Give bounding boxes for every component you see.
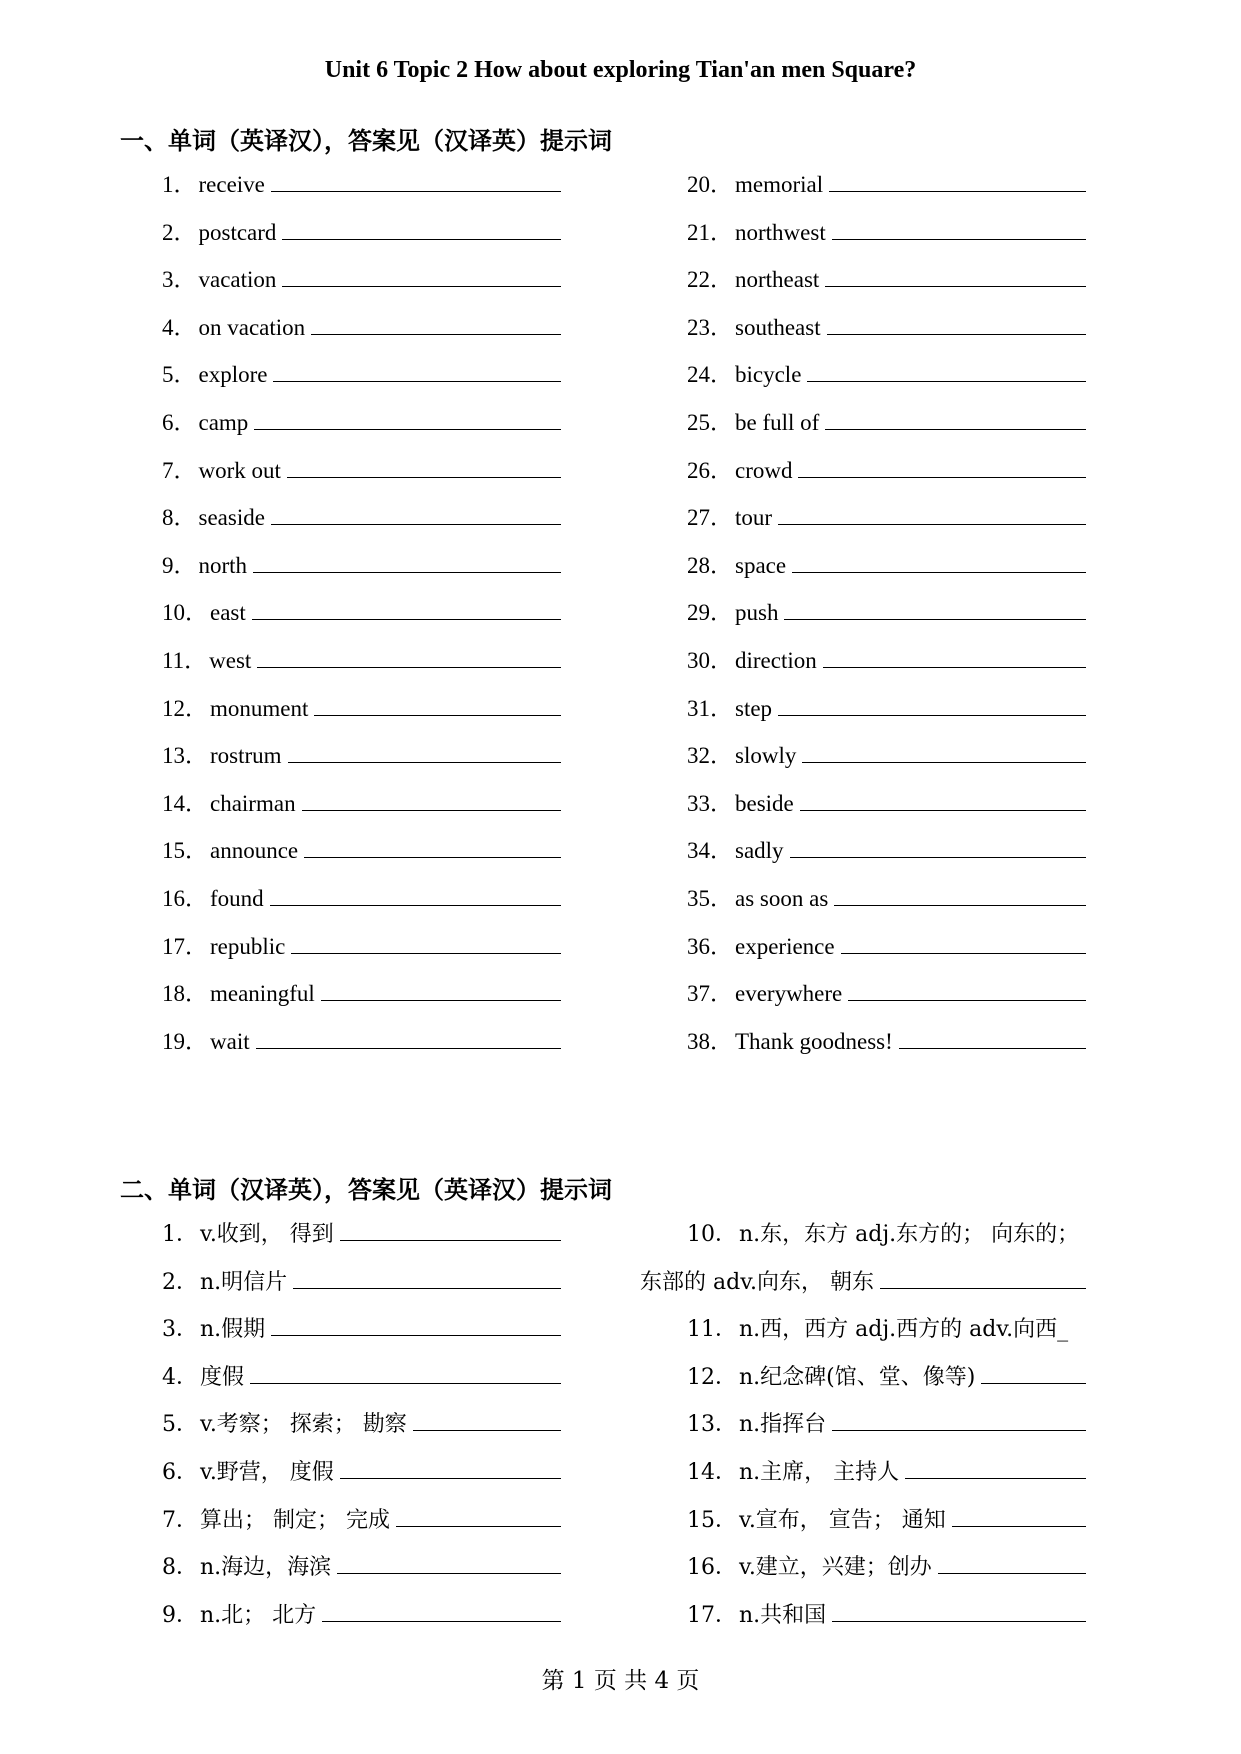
vocab-row bbox=[687, 214, 1086, 244]
vocab-row bbox=[162, 1503, 561, 1533]
item-number: 32． bbox=[687, 743, 733, 769]
vocab-row bbox=[162, 1023, 561, 1053]
vocab-row bbox=[162, 832, 561, 862]
item-word: bicycle bbox=[735, 362, 802, 388]
vocab-row bbox=[687, 1407, 1086, 1437]
item-number: 15． bbox=[687, 1507, 737, 1533]
item-word: n.指挥台 bbox=[739, 1412, 827, 1438]
item-number: 36． bbox=[687, 933, 733, 959]
vocab-row bbox=[162, 594, 561, 624]
item-word: n.明信片 bbox=[200, 1269, 288, 1295]
answer-blank[interactable] bbox=[778, 693, 1086, 716]
page-title: Unit 6 Topic 2 How about exploring Tian'an men Square? bbox=[324, 57, 917, 83]
item-word: n.共和国 bbox=[739, 1602, 827, 1628]
item-word: v.宣布， 宣告； 通知 bbox=[739, 1507, 946, 1533]
page-footer: 第 1 页 共 4 页 bbox=[541, 1668, 700, 1694]
answer-blank[interactable] bbox=[311, 312, 561, 335]
vocab-row bbox=[162, 737, 561, 767]
item-number: 4． bbox=[162, 1364, 198, 1390]
item-word: meaningful bbox=[210, 981, 315, 1007]
vocab-row bbox=[162, 214, 561, 244]
item-number: 23． bbox=[687, 314, 733, 340]
vocab-row bbox=[162, 404, 561, 434]
item-number: 30． bbox=[687, 648, 733, 673]
vocab-row bbox=[162, 166, 561, 196]
answer-blank[interactable] bbox=[832, 1408, 1086, 1431]
item-number: 38． bbox=[687, 1028, 733, 1054]
answer-blank[interactable] bbox=[899, 1026, 1086, 1049]
item-number: 3． bbox=[162, 1317, 198, 1343]
vocab-row bbox=[162, 1455, 561, 1485]
vocab-row bbox=[687, 928, 1086, 958]
answer-blank[interactable] bbox=[270, 883, 561, 906]
answer-blank[interactable] bbox=[832, 1599, 1086, 1622]
item-number: 19． bbox=[162, 1028, 208, 1054]
answer-blank[interactable] bbox=[271, 502, 561, 525]
vocab-row bbox=[687, 166, 1086, 196]
item-number: 10． bbox=[687, 1222, 737, 1247]
item-number: 8． bbox=[162, 505, 197, 531]
vocab-row bbox=[162, 1265, 561, 1295]
item-word: camp bbox=[198, 410, 249, 435]
item-number: 15． bbox=[162, 838, 208, 864]
item-word: n.主席， 主持人 bbox=[739, 1460, 900, 1485]
item-number: 5． bbox=[162, 1412, 198, 1438]
item-number: 13． bbox=[162, 743, 208, 769]
item-word: monument bbox=[210, 695, 309, 721]
item-word: east bbox=[210, 600, 246, 626]
answer-blank[interactable] bbox=[938, 1551, 1086, 1574]
answer-blank[interactable] bbox=[340, 1456, 561, 1479]
item-number: 9． bbox=[162, 552, 197, 578]
item-word: step bbox=[735, 695, 773, 721]
vocab-row bbox=[687, 1360, 1086, 1390]
vocab-row bbox=[638, 1265, 1086, 1295]
item-word: receive bbox=[198, 172, 265, 197]
item-word: direction bbox=[735, 648, 817, 673]
item-number: 6． bbox=[162, 410, 197, 435]
item-word: found bbox=[210, 886, 264, 911]
section-1-heading: 一、单词（英译汉），答案见（汉译英）提示词 bbox=[120, 127, 612, 155]
item-number: 26． bbox=[687, 457, 733, 483]
answer-blank[interactable] bbox=[825, 264, 1086, 287]
vocab-row bbox=[687, 547, 1086, 577]
item-number: 18． bbox=[162, 981, 208, 1007]
item-number: 7． bbox=[162, 1507, 198, 1533]
item-word: northwest bbox=[735, 219, 826, 245]
item-word: tour bbox=[735, 505, 773, 531]
item-word: Thank goodness! bbox=[735, 1028, 893, 1054]
answer-blank[interactable] bbox=[790, 835, 1086, 858]
item-number: 22． bbox=[687, 267, 733, 293]
answer-blank[interactable] bbox=[337, 1551, 561, 1574]
vocab-row bbox=[687, 499, 1086, 529]
item-word: n.西，西方 adj.西方的 adv.向西_ bbox=[739, 1317, 1069, 1343]
item-number: 29． bbox=[687, 600, 733, 626]
vocab-row bbox=[162, 1407, 561, 1437]
item-number: 28． bbox=[687, 552, 733, 578]
answer-blank[interactable] bbox=[841, 931, 1086, 954]
item-number: 21． bbox=[687, 219, 733, 245]
item-word: 算出； 制定； 完成 bbox=[200, 1507, 390, 1533]
vocab-row bbox=[687, 1023, 1086, 1053]
item-word: v.考察； 探索； 勘察 bbox=[200, 1412, 407, 1438]
item-word: v.野营， 度假 bbox=[200, 1460, 334, 1485]
vocab-row bbox=[687, 880, 1086, 910]
item-number: 12． bbox=[162, 695, 208, 721]
item-number: 5． bbox=[162, 362, 197, 388]
vocab-row bbox=[687, 690, 1086, 720]
item-word: space bbox=[735, 552, 787, 578]
vocab-row bbox=[162, 1217, 561, 1247]
item-number: 24． bbox=[687, 362, 733, 388]
vocab-row bbox=[162, 1598, 561, 1628]
answer-blank[interactable] bbox=[253, 550, 561, 573]
answer-blank[interactable] bbox=[252, 597, 561, 620]
item-number: 34． bbox=[687, 838, 733, 864]
answer-blank[interactable] bbox=[802, 740, 1086, 763]
item-word: beside bbox=[735, 790, 794, 816]
answer-blank[interactable] bbox=[848, 978, 1086, 1001]
item-word: push bbox=[735, 600, 779, 626]
answer-blank[interactable] bbox=[340, 1218, 561, 1241]
vocab-row bbox=[687, 1455, 1086, 1485]
item-word: vacation bbox=[198, 267, 277, 293]
item-word: postcard bbox=[198, 219, 277, 245]
item-word: n.假期 bbox=[200, 1317, 266, 1343]
vocab-row bbox=[162, 452, 561, 482]
vocab-row bbox=[162, 356, 561, 386]
answer-blank[interactable] bbox=[288, 740, 561, 763]
vocab-row bbox=[162, 975, 561, 1005]
item-number: 27． bbox=[687, 505, 733, 531]
vocab-row bbox=[162, 690, 561, 720]
item-number: 25． bbox=[687, 410, 733, 435]
answer-blank[interactable] bbox=[304, 835, 561, 858]
vocab-row bbox=[687, 356, 1086, 386]
vocab-row bbox=[162, 547, 561, 577]
item-number: 31． bbox=[687, 695, 733, 721]
vocab-row bbox=[687, 404, 1086, 434]
item-number: 37． bbox=[687, 981, 733, 1007]
item-word: 度假 bbox=[200, 1364, 245, 1390]
answer-blank[interactable] bbox=[798, 455, 1086, 478]
item-number: 1． bbox=[162, 172, 197, 197]
item-word: as soon as bbox=[735, 886, 829, 911]
answer-blank[interactable] bbox=[880, 1266, 1086, 1289]
answer-blank[interactable] bbox=[807, 359, 1086, 382]
answer-blank[interactable] bbox=[321, 978, 561, 1001]
answer-blank[interactable] bbox=[250, 1361, 561, 1384]
item-word: 东部的 adv.向东， 朝东 bbox=[640, 1269, 874, 1295]
answer-blank[interactable] bbox=[778, 502, 1086, 525]
item-word: on vacation bbox=[198, 314, 306, 340]
item-number: 17． bbox=[162, 933, 208, 959]
item-number: 16． bbox=[687, 1555, 737, 1581]
answer-blank[interactable] bbox=[825, 407, 1086, 430]
vocab-row bbox=[687, 1217, 1107, 1247]
answer-blank[interactable] bbox=[413, 1408, 561, 1431]
answer-blank[interactable] bbox=[257, 645, 561, 668]
item-word: everywhere bbox=[735, 981, 843, 1007]
answer-blank[interactable] bbox=[827, 312, 1086, 335]
item-word: n.北； 北方 bbox=[200, 1602, 317, 1628]
vocab-row bbox=[162, 1360, 561, 1390]
item-number: 20． bbox=[687, 172, 733, 197]
answer-blank[interactable] bbox=[254, 407, 561, 430]
item-number: 35． bbox=[687, 886, 733, 911]
vocab-row bbox=[687, 642, 1086, 672]
item-word: sadly bbox=[735, 838, 784, 864]
vocab-row bbox=[162, 499, 561, 529]
item-number: 12． bbox=[687, 1364, 737, 1390]
vocab-row bbox=[687, 1550, 1086, 1580]
item-number: 3． bbox=[162, 267, 197, 293]
answer-blank[interactable] bbox=[273, 359, 561, 382]
item-number: 11． bbox=[162, 648, 208, 673]
answer-blank[interactable] bbox=[981, 1361, 1086, 1384]
answer-blank[interactable] bbox=[314, 693, 561, 716]
vocab-row bbox=[162, 880, 561, 910]
answer-blank[interactable] bbox=[293, 1266, 561, 1289]
vocab-row bbox=[687, 1503, 1086, 1533]
vocab-row bbox=[687, 832, 1086, 862]
item-number: 4． bbox=[162, 314, 197, 340]
vocab-row bbox=[162, 785, 561, 815]
item-number: 2． bbox=[162, 1269, 198, 1295]
item-word: west bbox=[209, 648, 252, 673]
item-word: north bbox=[198, 552, 248, 578]
answer-blank[interactable] bbox=[800, 788, 1086, 811]
item-number: 2． bbox=[162, 219, 197, 245]
item-number: 10． bbox=[162, 600, 208, 626]
vocab-row bbox=[687, 737, 1086, 767]
answer-blank[interactable] bbox=[256, 1026, 561, 1049]
vocab-row bbox=[162, 642, 561, 672]
item-number: 33． bbox=[687, 790, 733, 816]
vocab-row bbox=[687, 452, 1086, 482]
vocab-row bbox=[687, 785, 1086, 815]
answer-blank[interactable] bbox=[271, 169, 561, 192]
item-word: announce bbox=[210, 838, 299, 864]
answer-blank[interactable] bbox=[829, 169, 1086, 192]
answer-blank[interactable] bbox=[291, 931, 561, 954]
answer-blank[interactable] bbox=[302, 788, 561, 811]
item-number: 8． bbox=[162, 1555, 198, 1581]
item-number: 1． bbox=[162, 1222, 198, 1247]
item-word: explore bbox=[198, 362, 268, 388]
item-number: 6． bbox=[162, 1460, 198, 1485]
item-word: experience bbox=[735, 933, 835, 959]
answer-blank[interactable] bbox=[834, 883, 1086, 906]
item-number: 14． bbox=[687, 1460, 737, 1485]
item-number: 11． bbox=[687, 1317, 737, 1343]
item-word: southeast bbox=[735, 314, 821, 340]
item-word: work out bbox=[198, 457, 281, 483]
item-word: v.建立，兴建；创办 bbox=[739, 1555, 932, 1581]
item-word: n.海边，海滨 bbox=[200, 1555, 332, 1581]
answer-blank[interactable] bbox=[905, 1456, 1086, 1479]
item-word: chairman bbox=[210, 790, 296, 816]
item-number: 16． bbox=[162, 886, 208, 911]
answer-blank[interactable] bbox=[792, 550, 1086, 573]
item-word: v.收到， 得到 bbox=[200, 1222, 334, 1247]
vocab-row bbox=[687, 261, 1086, 291]
answer-blank[interactable] bbox=[823, 645, 1086, 668]
vocab-row bbox=[162, 309, 561, 339]
vocab-row bbox=[687, 1312, 1107, 1342]
item-number: 14． bbox=[162, 790, 208, 816]
item-word: n.东，东方 adj.东方的； 向东的； bbox=[739, 1222, 1080, 1247]
vocab-row bbox=[687, 594, 1086, 624]
section-2-heading: 二、单词（汉译英），答案见（英译汉）提示词 bbox=[120, 1176, 612, 1204]
item-word: slowly bbox=[735, 743, 797, 769]
item-number: 17． bbox=[687, 1602, 737, 1628]
item-word: northeast bbox=[735, 267, 820, 293]
answer-blank[interactable] bbox=[396, 1504, 561, 1527]
item-word: rostrum bbox=[210, 743, 282, 769]
answer-blank[interactable] bbox=[271, 1313, 561, 1336]
item-word: republic bbox=[210, 933, 286, 959]
vocab-row bbox=[687, 309, 1086, 339]
answer-blank[interactable] bbox=[322, 1599, 561, 1622]
vocab-row bbox=[162, 1550, 561, 1580]
answer-blank[interactable] bbox=[832, 217, 1086, 240]
item-word: n.纪念碑(馆、堂、像等) bbox=[739, 1364, 976, 1390]
vocab-row bbox=[687, 1598, 1086, 1628]
vocab-row bbox=[687, 975, 1086, 1005]
item-word: be full of bbox=[735, 410, 820, 435]
answer-blank[interactable] bbox=[784, 597, 1086, 620]
item-word: memorial bbox=[735, 172, 824, 197]
item-word: wait bbox=[210, 1028, 250, 1054]
vocab-row bbox=[162, 261, 561, 291]
answer-blank[interactable] bbox=[282, 217, 561, 240]
item-word: crowd bbox=[735, 457, 793, 483]
vocab-row bbox=[162, 928, 561, 958]
answer-blank[interactable] bbox=[282, 264, 561, 287]
answer-blank[interactable] bbox=[952, 1504, 1086, 1527]
answer-blank[interactable] bbox=[287, 455, 561, 478]
item-number: 9． bbox=[162, 1602, 198, 1628]
item-number: 13． bbox=[687, 1412, 737, 1438]
vocab-row bbox=[162, 1312, 561, 1342]
item-number: 7． bbox=[162, 457, 197, 483]
item-word: seaside bbox=[198, 505, 265, 531]
